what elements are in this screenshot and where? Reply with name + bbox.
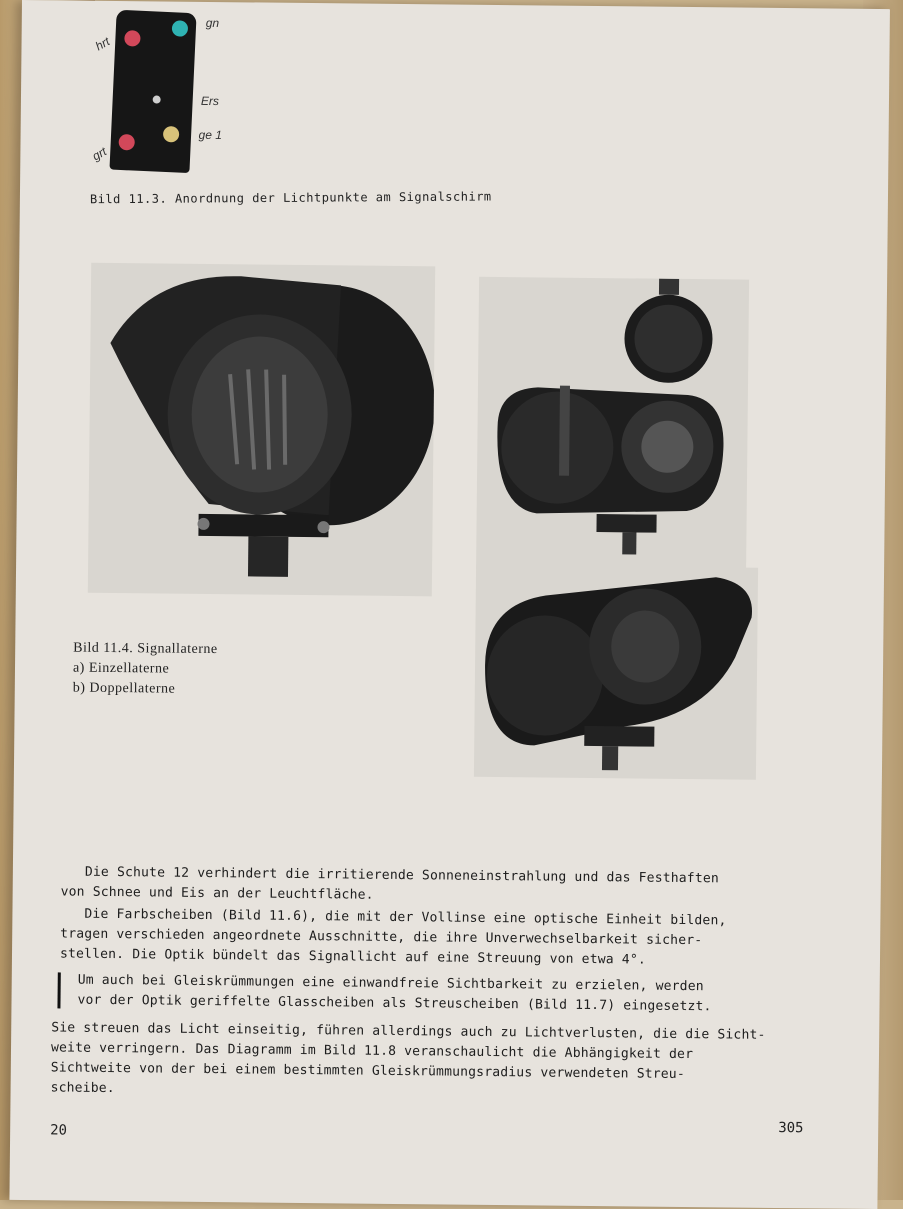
page-number-left: 20 bbox=[50, 1122, 68, 1139]
photo-single-lantern bbox=[88, 263, 435, 597]
figure-11-4-caption-b: b) Doppellaterne bbox=[72, 680, 176, 697]
figure-11-3-caption: Bild 11.3. Anordnung der Lichtpunkte am Signalschirm bbox=[89, 189, 492, 207]
label-gn: gn bbox=[205, 15, 220, 31]
lamp-replacement bbox=[153, 95, 161, 103]
label-ge1: ge 1 bbox=[198, 127, 223, 143]
lamp-red-top bbox=[124, 30, 141, 47]
body-line-8: Sie streuen das Licht einseitig, führen allerdings auch zu Lichtverlusten, die die Sicht- bbox=[51, 1020, 766, 1043]
body-line-3: Die Farbscheiben (Bild 11.6), die mit der Vollinse eine optische Einheit bilden, bbox=[84, 906, 727, 929]
body-line-11: scheibe. bbox=[50, 1080, 115, 1097]
lamp-green bbox=[172, 20, 189, 37]
body-line-7: vor der Optik geriffelte Glasscheiben als Streuscheiben (Bild 11.7) eingesetzt. bbox=[77, 992, 712, 1015]
lamp-yellow bbox=[163, 126, 180, 143]
figure-11-4-caption-a: a) Einzellaterne bbox=[72, 660, 170, 677]
change-bar bbox=[57, 972, 60, 1008]
book-page bbox=[9, 0, 890, 1209]
photo-double-lantern-open bbox=[476, 277, 749, 572]
double-lantern-open-drawing bbox=[476, 277, 749, 572]
label-grt: grt bbox=[89, 144, 109, 164]
photo-double-lantern-closed bbox=[474, 565, 758, 780]
body-line-4: tragen verschieden angeordnete Ausschnitte, die ihre Unverwechselbarkeit sicher- bbox=[60, 926, 703, 949]
label-hrt: hrt bbox=[93, 34, 113, 54]
body-line-10: Sichtweite von der bei einem bestimmten Gleiskrümmungsradius verwendeten Streu- bbox=[50, 1060, 685, 1083]
body-line-6: Um auch bei Gleiskrümmungen eine einwandfreie Sichtbarkeit zu erzielen, werden bbox=[77, 972, 704, 995]
lamp-red-bottom bbox=[118, 134, 135, 151]
figure-11-4-title: Bild 11.4. Signallaterne bbox=[73, 640, 218, 658]
label-ers: Ers bbox=[200, 93, 220, 109]
body-line-9: weite verringern. Das Diagramm im Bild 11.8 veranschaulicht die Abhängigkeit der bbox=[50, 1040, 694, 1063]
single-lantern-drawing bbox=[88, 263, 435, 597]
body-line-5: stellen. Die Optik bündelt das Signallicht auf eine Streuung von etwa 4°. bbox=[59, 946, 647, 968]
body-line-2: von Schnee und Eis an der Leuchtfläche. bbox=[60, 884, 374, 903]
double-lantern-closed-drawing bbox=[474, 565, 758, 780]
signal-screen bbox=[109, 10, 196, 173]
body-line-1: Die Schute 12 verhindert die irritierende Sonneneinstrahlung und das Festhaften bbox=[84, 864, 720, 887]
page-number-right: 305 bbox=[778, 1119, 804, 1137]
